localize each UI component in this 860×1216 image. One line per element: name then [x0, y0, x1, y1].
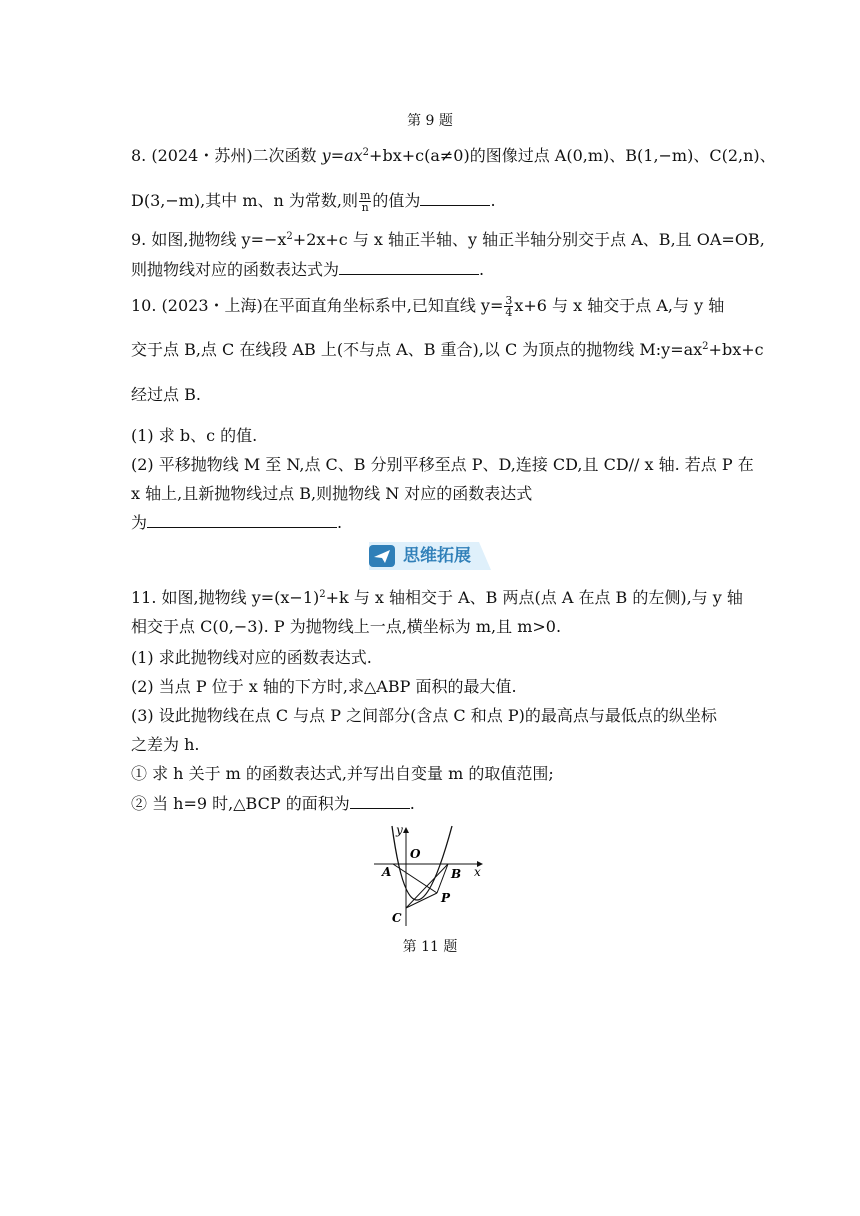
segment-cp [406, 893, 437, 908]
q11-part-3-cont: 之差为 h. [131, 735, 200, 754]
q9-text: 则抛物线对应的函数表达式为 [131, 260, 340, 279]
answer-blank[interactable] [339, 260, 479, 275]
q10-part-2-cont: x 轴上,且新抛物线过点 B,则抛物线 N 对应的函数表达式 [131, 484, 533, 503]
q9-text: 9. 如图,抛物线 y=−x [131, 230, 287, 249]
label-p: P [441, 891, 451, 905]
label-b: B [451, 867, 462, 881]
fraction-three-quarters: $\frac{3}{4}$ [505, 294, 513, 319]
q8-line-1 [131, 146, 776, 166]
q8-line-2: D(3,−m),其中 m、n 为常数,则 $\frac{m}{n}$ 的值为 . [131, 189, 496, 214]
q8-text: +bx+c(a≠0)的图像过点 A(0,m)、B(1,−m)、C(2,n)、 [369, 146, 776, 165]
answer-blank[interactable] [420, 191, 490, 206]
q11-figure [370, 822, 490, 928]
answer-blank[interactable] [350, 794, 410, 809]
superscript: 2 [702, 341, 709, 352]
q11-line-2: 相交于点 C(0,−3). P 为抛物线上一点,横坐标为 m,且 m>0. [131, 617, 562, 636]
q11-sub-2: ② 当 h=9 时,△BCP 的面积为 . [131, 794, 415, 813]
q10-text: 交于点 B,点 C 在线段 AB 上(不与点 A、B 重合),以 C 为顶点的抛物线 M:y=ax [131, 340, 703, 359]
q10-text: +bx+c [708, 340, 764, 359]
q9-caption: 第 9 题 [407, 113, 453, 129]
q9-line-1 [131, 230, 765, 250]
q8-text: D(3,−m),其中 m、n 为常数,则 [131, 191, 358, 210]
q9-text: +2x+c 与 x 轴正半轴、y 轴正半轴分别交于点 A、B,且 OA=OB, [292, 230, 765, 249]
q11-text: 11. 如图,抛物线 y=(x−1) [131, 588, 320, 607]
parabola [392, 826, 452, 900]
q10-part-2-end: 为 . [131, 513, 343, 532]
q10-line-1 [131, 295, 724, 318]
q10-line-2 [131, 340, 764, 360]
fraction-m-over-n: $\frac{m}{n}$ [359, 189, 371, 214]
label-o: O [410, 847, 421, 861]
superscript: 2 [319, 589, 326, 600]
q11-sub-1: ① 求 h 关于 m 的函数表达式,并写出自变量 m 的取值范围; [131, 764, 554, 783]
label-x: x [474, 865, 481, 879]
label-a: A [382, 865, 392, 879]
q8-text: 的值为 [372, 191, 421, 210]
q9-line-2: 则抛物线对应的函数表达式为 . [131, 260, 485, 279]
answer-blank[interactable] [147, 513, 337, 528]
segment-ap [393, 864, 437, 893]
q8-text: 8. (2024・苏州)二次函数 [131, 146, 322, 165]
q10-text: x+6 与 x 轴交于点 A,与 y 轴 [514, 296, 725, 315]
q11-text: +k 与 x 轴相交于 A、B 两点(点 A 在点 B 的左侧),与 y 轴 [325, 588, 743, 607]
section-title: 思维拓展 [403, 546, 471, 566]
label-y: y [396, 823, 403, 837]
superscript: 2 [362, 147, 370, 158]
superscript: 2 [286, 231, 293, 242]
q11-caption: 第 11 题 [402, 939, 458, 955]
q8-math: y=ax [321, 146, 363, 165]
q10-line-3: 经过点 B. [131, 385, 201, 404]
q10-part-2: (2) 平移抛物线 M 至 N,点 C、B 分别平移至点 P、D,连接 CD,且 CD// x 轴. 若点 P 在 [131, 455, 754, 474]
q10-part-1: (1) 求 b、c 的值. [131, 426, 258, 445]
q11-part-2: (2) 当点 P 位于 x 轴的下方时,求△ABP 面积的最大值. [131, 677, 517, 696]
q11-part-3: (3) 设此抛物线在点 C 与点 P 之间部分(含点 C 和点 P)的最高点与最低点的纵坐标 [131, 706, 717, 725]
q11-line-1 [131, 588, 743, 608]
q10-text: 10. (2023・上海)在平面直角坐标系中,已知直线 y= [131, 296, 504, 315]
label-c: C [392, 911, 402, 925]
q11-part-1: (1) 求此抛物线对应的函数表达式. [131, 648, 372, 667]
